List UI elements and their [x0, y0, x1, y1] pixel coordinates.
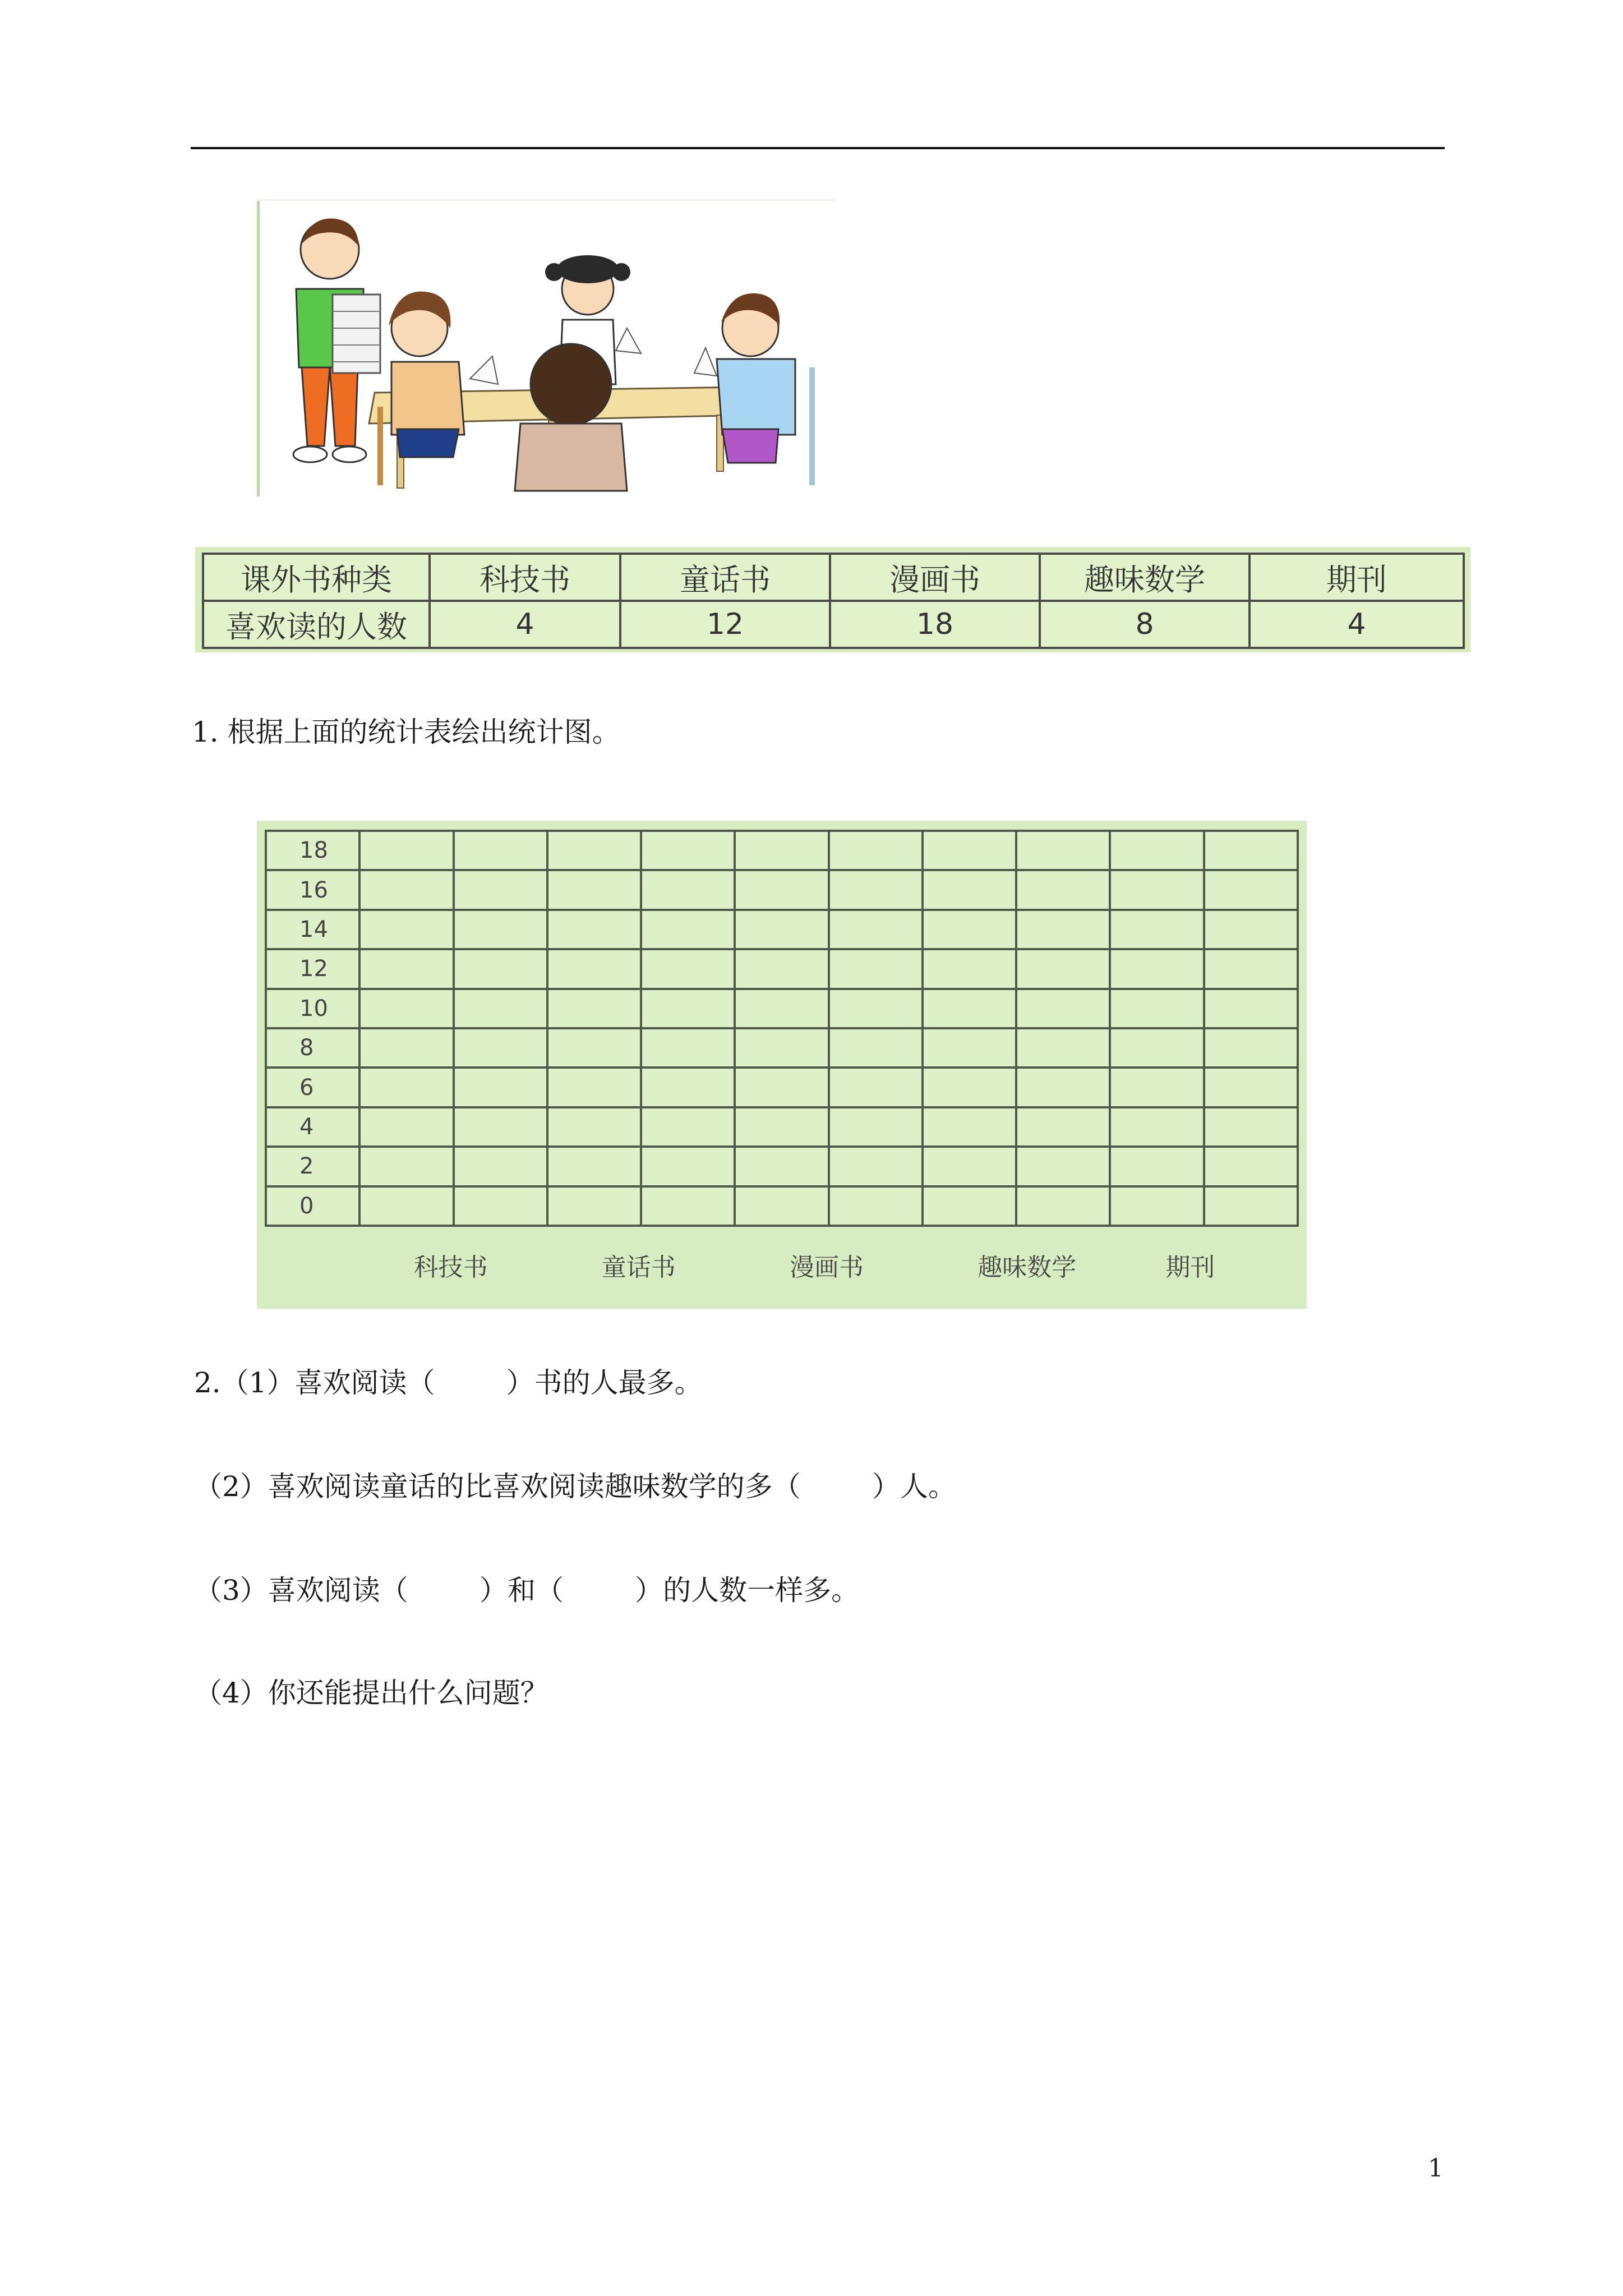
grid-cell[interactable]	[829, 910, 923, 949]
grid-cell[interactable]	[735, 989, 828, 1028]
grid-row	[266, 870, 1298, 909]
grid-cell[interactable]	[1110, 870, 1204, 909]
question-2-part-4: （4）你还能提出什么问题？	[194, 1677, 548, 1709]
grid-cell[interactable]	[641, 1147, 735, 1186]
reading-stats-table	[202, 553, 1465, 649]
y-tick-label: 8	[266, 1028, 359, 1068]
grid-cell[interactable]	[454, 1068, 547, 1107]
illustration-frame-top	[257, 199, 836, 201]
grid-cell[interactable]	[1204, 1147, 1298, 1186]
grid-cell[interactable]	[359, 1107, 453, 1147]
grid-cell[interactable]	[735, 1107, 828, 1147]
table-cell-count-label: 喜欢读的人数	[203, 601, 430, 648]
grid-cell[interactable]	[1016, 989, 1110, 1028]
grid-cell[interactable]	[547, 949, 641, 988]
grid-cell[interactable]	[454, 1028, 547, 1068]
grid-cell[interactable]	[923, 870, 1016, 909]
grid-cell[interactable]	[641, 870, 735, 909]
grid-cell[interactable]	[829, 831, 923, 870]
y-tick-label: 16	[266, 870, 359, 909]
question-2-part-3: （3）喜欢阅读（ ）和（ ）的人数一样多。	[194, 1574, 860, 1607]
grid-cell[interactable]	[359, 1147, 453, 1186]
illustration-frame	[257, 199, 260, 496]
grid-cell[interactable]	[1110, 1147, 1204, 1186]
grid-cell[interactable]	[547, 831, 641, 870]
grid-row	[266, 1107, 1298, 1147]
chart-grid-table	[265, 830, 1299, 1227]
grid-cell[interactable]	[1110, 1186, 1204, 1226]
grid-cell[interactable]	[923, 831, 1016, 870]
grid-cell[interactable]	[1204, 831, 1298, 870]
table-cell-science: 科技书	[430, 554, 620, 601]
grid-cell[interactable]	[454, 1107, 547, 1147]
grid-cell[interactable]	[735, 1068, 828, 1107]
grid-cell[interactable]	[547, 1186, 641, 1226]
y-tick-label: 12	[266, 949, 359, 988]
grid-cell[interactable]	[735, 1147, 828, 1186]
page-number: 1	[1428, 2154, 1444, 2183]
y-tick-label: 4	[266, 1107, 359, 1147]
grid-cell[interactable]	[1110, 1107, 1204, 1147]
grid-cell[interactable]	[641, 1107, 735, 1147]
children-reading-illustration	[257, 199, 836, 496]
grid-cell[interactable]	[641, 989, 735, 1028]
grid-cell[interactable]	[641, 1028, 735, 1068]
grid-cell[interactable]	[1110, 989, 1204, 1028]
grid-row	[266, 1068, 1298, 1107]
table-cell-category-label: 课外书种类	[203, 554, 430, 601]
grid-cell[interactable]	[829, 870, 923, 909]
grid-cell[interactable]	[547, 1107, 641, 1147]
y-tick-label: 0	[266, 1186, 359, 1226]
grid-cell[interactable]	[923, 1068, 1016, 1107]
grid-cell[interactable]	[735, 1028, 828, 1068]
grid-cell[interactable]	[923, 1028, 1016, 1068]
grid-cell[interactable]	[735, 910, 828, 949]
grid-cell[interactable]	[735, 831, 828, 870]
grid-cell[interactable]	[1110, 910, 1204, 949]
y-tick-label: 18	[266, 831, 359, 870]
grid-cell[interactable]	[641, 1186, 735, 1226]
grid-row	[266, 989, 1298, 1028]
table-cell-fun-math: 趣味数学	[1040, 554, 1249, 601]
table-header-row	[203, 554, 1464, 601]
grid-cell[interactable]	[735, 870, 828, 909]
grid-cell[interactable]	[359, 1028, 453, 1068]
grid-cell[interactable]	[829, 989, 923, 1028]
x-tick-label: 趣味数学	[978, 1253, 1077, 1282]
y-tick-label: 2	[266, 1147, 359, 1186]
table-cell-comic: 漫画书	[830, 554, 1040, 601]
grid-cell[interactable]	[1016, 1147, 1110, 1186]
x-tick-label: 期刊	[1165, 1253, 1215, 1282]
y-tick-label: 14	[266, 910, 359, 949]
grid-cell[interactable]	[359, 1186, 453, 1226]
y-tick-label: 10	[266, 989, 359, 1028]
grid-cell[interactable]	[923, 1107, 1016, 1147]
grid-cell[interactable]	[359, 949, 453, 988]
grid-cell[interactable]	[923, 910, 1016, 949]
grid-cell[interactable]	[1110, 949, 1204, 988]
grid-cell[interactable]	[1204, 910, 1298, 949]
table-cell-periodical: 期刊	[1249, 554, 1464, 601]
grid-cell[interactable]	[359, 910, 453, 949]
grid-cell[interactable]	[829, 1107, 923, 1147]
grid-cell[interactable]	[1204, 1068, 1298, 1107]
grid-row	[266, 1028, 1298, 1068]
grid-cell[interactable]	[1016, 1107, 1110, 1147]
grid-cell[interactable]	[829, 949, 923, 988]
x-tick-label: 漫画书	[790, 1253, 864, 1282]
grid-cell[interactable]	[923, 989, 1016, 1028]
grid-cell[interactable]	[359, 989, 453, 1028]
table-cell-value: 4	[1249, 601, 1464, 648]
grid-cell[interactable]	[454, 910, 547, 949]
y-tick-label: 6	[266, 1068, 359, 1107]
grid-cell[interactable]	[829, 1068, 923, 1107]
grid-cell[interactable]	[1016, 1068, 1110, 1107]
grid-cell[interactable]	[1016, 831, 1110, 870]
grid-cell[interactable]	[454, 1147, 547, 1186]
grid-cell[interactable]	[641, 910, 735, 949]
grid-cell[interactable]	[454, 831, 547, 870]
grid-cell[interactable]	[547, 1028, 641, 1068]
grid-cell[interactable]	[359, 831, 453, 870]
grid-cell[interactable]	[1016, 910, 1110, 949]
table-row	[203, 601, 1464, 648]
grid-cell[interactable]	[829, 1186, 923, 1226]
grid-cell[interactable]	[1204, 870, 1298, 909]
grid-cell[interactable]	[735, 949, 828, 988]
grid-cell[interactable]	[547, 1068, 641, 1107]
grid-cell[interactable]	[547, 989, 641, 1028]
question-1: 1. 根据上面的统计表绘出统计图。	[192, 716, 620, 748]
grid-row	[266, 1147, 1298, 1186]
grid-cell[interactable]	[547, 910, 641, 949]
grid-cell[interactable]	[1204, 1028, 1298, 1068]
grid-cell[interactable]	[1016, 1186, 1110, 1226]
grid-cell[interactable]	[454, 949, 547, 988]
grid-cell[interactable]	[454, 989, 547, 1028]
table-cell-value: 4	[430, 601, 620, 648]
blank-bar-chart-grid	[257, 821, 1307, 1309]
grid-cell[interactable]	[359, 1068, 453, 1107]
table-cell-value: 8	[1040, 601, 1249, 648]
table-cell-fairy-tale: 童话书	[620, 554, 830, 601]
grid-cell[interactable]	[829, 1028, 923, 1068]
grid-cell[interactable]	[1110, 831, 1204, 870]
grid-cell[interactable]	[641, 831, 735, 870]
question-2-part-1: 2.（1）喜欢阅读（ ）书的人最多。	[194, 1366, 703, 1399]
grid-cell[interactable]	[923, 1186, 1016, 1226]
grid-cell[interactable]	[1204, 949, 1298, 988]
question-2-part-2: （2）喜欢阅读童话的比喜欢阅读趣味数学的多（ ）人。	[194, 1470, 956, 1503]
grid-cell[interactable]	[735, 1186, 828, 1226]
grid-cell[interactable]	[547, 870, 641, 909]
grid-cell[interactable]	[923, 1147, 1016, 1186]
grid-cell[interactable]	[547, 1147, 641, 1186]
grid-cell[interactable]	[641, 1068, 735, 1107]
grid-cell[interactable]	[1016, 1028, 1110, 1068]
grid-row	[266, 949, 1298, 988]
grid-cell[interactable]	[1016, 870, 1110, 909]
grid-cell[interactable]	[454, 870, 547, 909]
grid-cell[interactable]	[1204, 1186, 1298, 1226]
grid-row	[266, 831, 1298, 870]
grid-cell[interactable]	[1204, 1107, 1298, 1147]
grid-cell[interactable]	[641, 949, 735, 988]
grid-cell[interactable]	[923, 949, 1016, 988]
x-tick-label: 科技书	[413, 1253, 488, 1282]
children-reading-at-table-icon	[257, 199, 836, 496]
x-tick-label: 童话书	[601, 1253, 676, 1282]
grid-cell[interactable]	[1204, 989, 1298, 1028]
grid-cell[interactable]	[1110, 1028, 1204, 1068]
header-rule	[191, 147, 1445, 149]
grid-cell[interactable]	[454, 1186, 547, 1226]
grid-row	[266, 910, 1298, 949]
grid-cell[interactable]	[1110, 1068, 1204, 1107]
grid-row	[266, 1186, 1298, 1226]
reading-stats-table-wrap	[195, 547, 1470, 652]
table-cell-value: 18	[830, 601, 1040, 648]
grid-cell[interactable]	[359, 870, 453, 909]
grid-cell[interactable]	[829, 1147, 923, 1186]
table-cell-value: 12	[620, 601, 830, 648]
grid-cell[interactable]	[1016, 949, 1110, 988]
